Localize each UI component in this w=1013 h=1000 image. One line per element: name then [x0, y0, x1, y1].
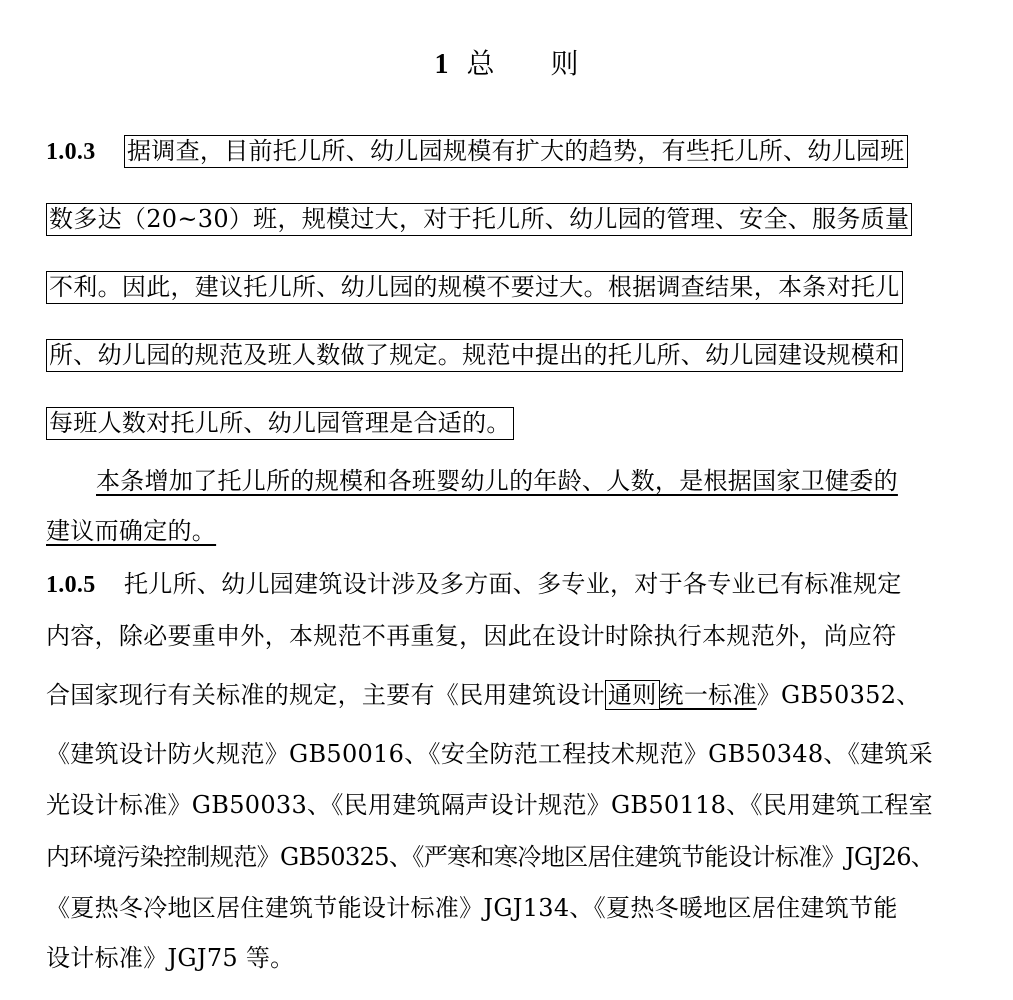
- clause-103-line-5: [46, 408, 514, 438]
- paragraph-text: 》GB50352、: [756, 681, 921, 709]
- boxed-text: 数多达（20~30）班，规模过大，对于托儿所、幼儿园的管理、安全、服务质量: [46, 203, 912, 236]
- clause-105-line-1: [46, 569, 902, 600]
- paragraph-text: 内环境污染控制规范》GB50325、《严寒和寒冷地区居住建筑节能设计标准》JGJ26、: [46, 843, 935, 871]
- clause-103-line-4: [46, 340, 903, 370]
- chapter-title: [0, 44, 1013, 85]
- paragraph-text: 托儿所、幼儿园建筑设计涉及多方面、多专业，对于各专业已有标准规定: [124, 570, 902, 598]
- clause-105-line-7: [46, 893, 898, 923]
- chapter-title-part1: 总: [466, 47, 495, 80]
- boxed-text: 不利。因此，建议托儿所、幼儿园的规模不要过大。根据调查结果，本条对托儿: [46, 271, 903, 304]
- clause-number: 1.0.5: [46, 572, 96, 598]
- paragraph-text: 光设计标准》GB50033、《民用建筑隔声设计规范》GB50118、《民用建筑工程室: [46, 791, 933, 819]
- clause-105-line-2: [46, 621, 897, 651]
- clause-105-line-6: [46, 842, 934, 872]
- paragraph-text: 《建筑设计防火规范》GB50016、《安全防范工程技术规范》GB50348、《建筑采: [46, 740, 933, 768]
- clause-105-line-4: [46, 739, 933, 769]
- boxed-text: 所、幼儿园的规范及班人数做了规定。规范中提出的托儿所、幼儿园建设规模和: [46, 339, 903, 372]
- chapter-number: 1: [434, 49, 449, 80]
- inserted-word-underlined: 统一标准: [659, 681, 757, 709]
- paragraph-text: 内容，除必要重申外，本规范不再重复，因此在设计时除执行本规范外，尚应符: [46, 622, 897, 650]
- paragraph-text: 合国家现行有关标准的规定，主要有《民用建筑设计: [46, 681, 605, 709]
- clause-103-line-1: [46, 136, 908, 167]
- clause-103-line-3: [46, 272, 903, 302]
- chapter-title-part2: 则: [550, 47, 579, 80]
- underlined-text: 本条增加了托儿所的规模和各班婴幼儿的年龄、人数，是根据国家卫健委的: [96, 467, 898, 495]
- clause-105-line-8: [46, 943, 294, 973]
- deleted-word-boxed: 通则: [605, 680, 660, 710]
- boxed-text: 据调查，目前托儿所、幼儿园规模有扩大的趋势，有些托儿所、幼儿园班: [124, 135, 908, 168]
- boxed-text: 每班人数对托儿所、幼儿园管理是合适的。: [46, 407, 514, 440]
- clause-105-line-3: [46, 680, 921, 710]
- underlined-text: 建议而确定的。: [46, 517, 217, 545]
- paragraph-text: 设计标准》JGJ75 等。: [46, 944, 295, 972]
- clause-103-added-line-1: [96, 466, 898, 496]
- paragraph-text: 《夏热冬冷地区居住建筑节能设计标准》JGJ134、《夏热冬暖地区居住建筑节能: [46, 894, 898, 922]
- clause-103-line-2: [46, 204, 912, 234]
- clause-103-added-line-2: [46, 516, 216, 546]
- clause-number: 1.0.3: [46, 139, 96, 165]
- clause-105-line-5: [46, 790, 933, 820]
